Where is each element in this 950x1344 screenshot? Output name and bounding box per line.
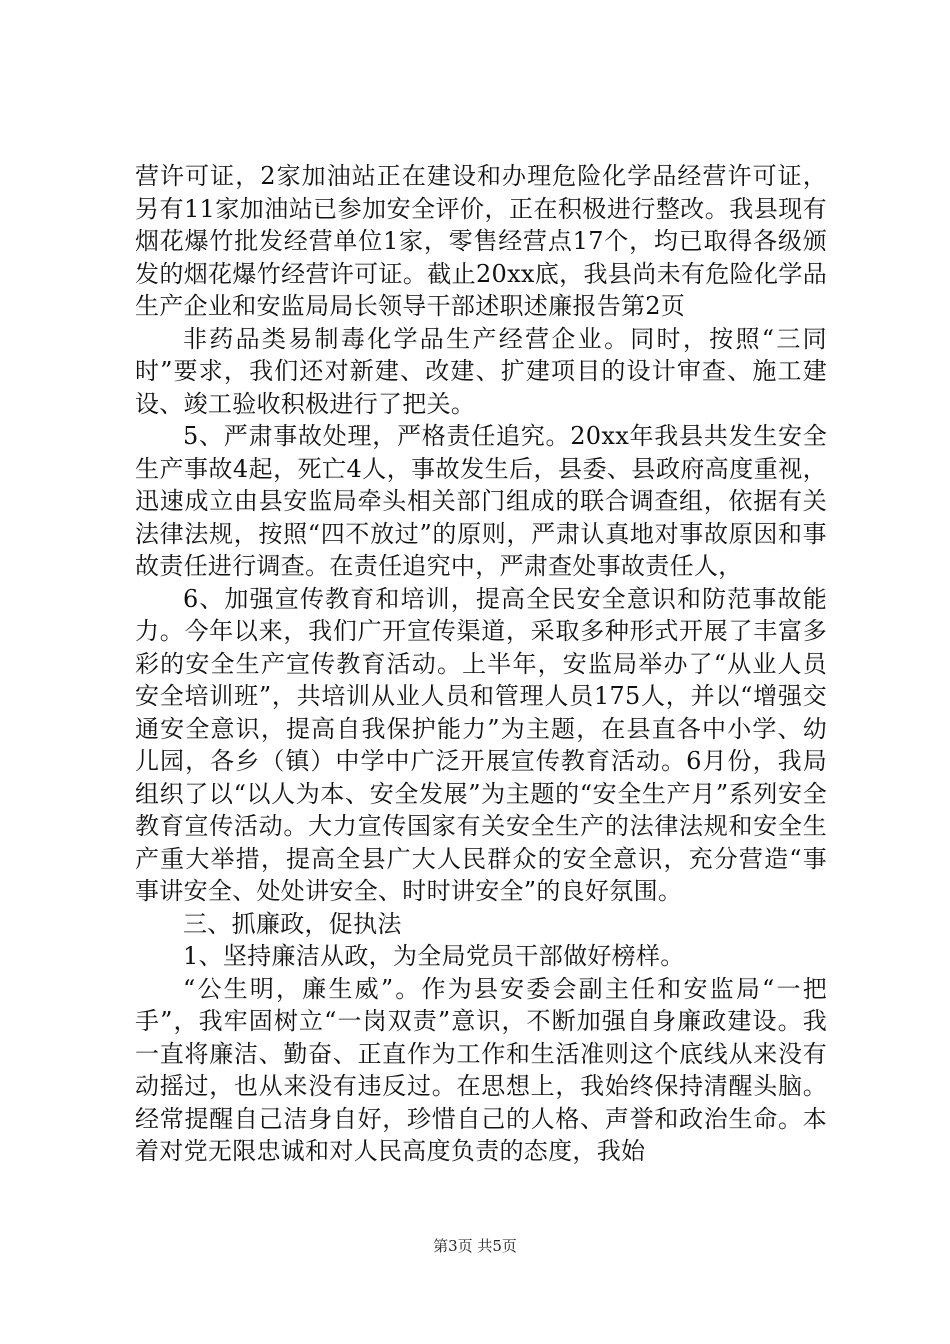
paragraph-accident-handling: 5、严肃事故处理，严格责任追究。20xx年我县共发生安全生产事故4起，死亡4人，事故发生后，县委、县政府高度重视，迅速成立由县安监局牵头相关部门组成的联合调查组，依据有关法律法规，按照“四不放过”的原则，严肃认真地对事故原因和事故责任进行调查。在责任追究中，严肃查处事故责任人， — [135, 422, 827, 580]
paragraph-personal-integrity: “公生明，廉生威”。作为县安委会副主任和安监局“一把手”，我牢固树立“一岗双责”意识，不断加强自身廉政建设。我一直将廉洁、勤奋、正直作为工作和生活准则这个底线从来没有动摇过，也从来没有违反过。在思想上，我始终保持清醒头脑。经常提醒自己洁身自好，珍惜自己的人格、声誉和政治生命。本着对党无限忠诚和对人民高度负责的态度，我始 — [135, 974, 827, 1165]
document-body — [135, 160, 827, 1168]
paragraph-education-training: 6、加强宣传教育和培训，提高全民安全意识和防范事故能力。今年以来，我们广开宣传渠道，采取多种形式开展了丰富多彩的安全生产宣传教育活动。上半年，安监局举办了“从业人员安全培训班”，共培训从业人员和管理人员175人，并以“增强交通安全意识，提高自我保护能力”为主题，在县直各中小学、幼儿园，各乡（镇）中学中广泛开展宣传教育活动。6月份，我局组织了以“以人为本、安全发展”为主题的“安全生产月”系列安全教育宣传活动。大力宣传国家有关安全生产的法律法规和安全生产重大举措，提高全县广大人民群众的安全意识，充分营造“事事讲安全、处处讲安全、时时讲安全”的良好氛围。 — [135, 584, 827, 905]
paragraph-precursor-chemicals: 非药品类易制毒化学品生产经营企业。同时，按照“三同时”要求，我们还对新建、改建、扩建项目的设计审查、施工建设、竣工验收积极进行了把关。 — [135, 324, 827, 418]
subheading-clean-governance: 1、坚持廉洁从政，为全局党员干部做好榜样。 — [183, 942, 685, 970]
page-number-footer: 第3页 共5页 — [433, 1237, 517, 1255]
section-heading-integrity: 三、抓廉政，促执法 — [183, 909, 402, 938]
paragraph-continuation: 营许可证，2家加油站正在建设和办理危险化学品经营许可证，另有11家加油站已参加安全评价，正在积极进行整改。我县现有烟花爆竹批发经营单位1家，零售经营点17个，均已取得各级颁发的烟花爆竹经营许可证。截止20xx底，我县尚未有危险化学品生产企业和安监局局长领导干部述职述廉报告第2页 — [135, 162, 827, 320]
